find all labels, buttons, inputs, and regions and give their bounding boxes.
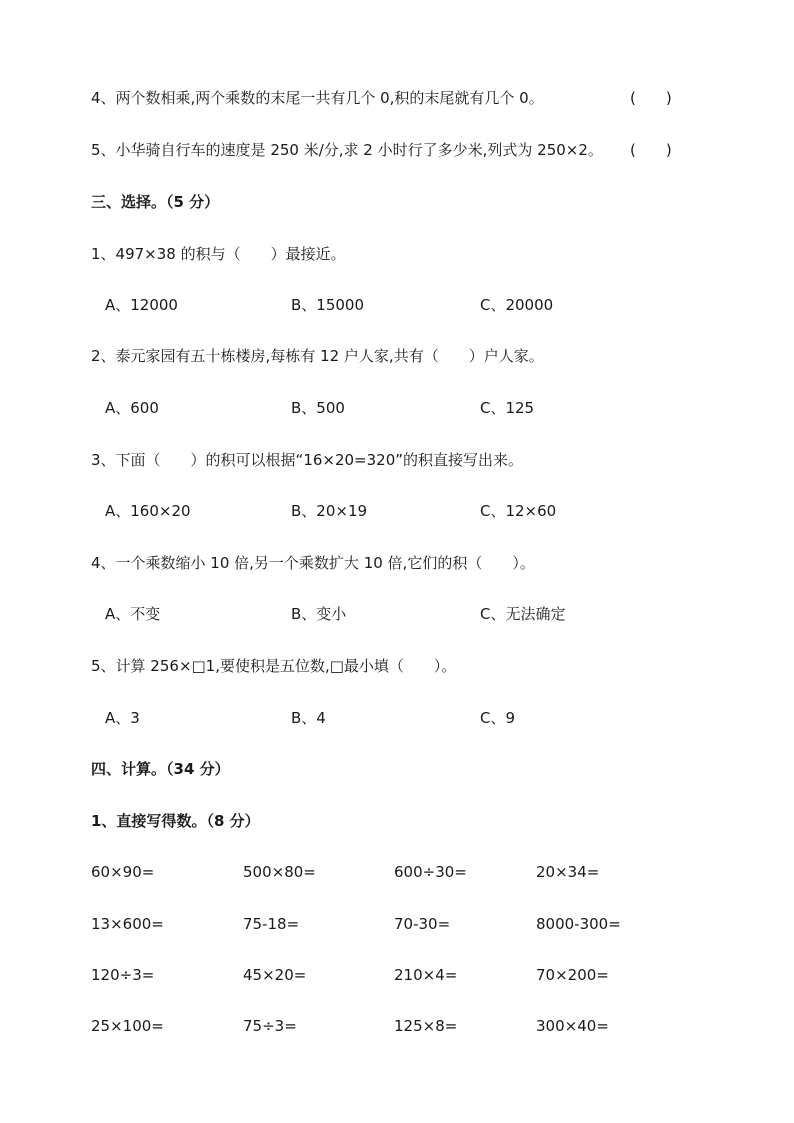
choice-question-3: 3、下面（ ）的积可以根据“16×20=320”的积直接写出来。 <box>91 451 524 469</box>
tf-item-4-blank[interactable]: ( ) <box>630 89 672 107</box>
calc-item[interactable]: 20×34= <box>536 863 600 881</box>
calc-item[interactable]: 75-18= <box>243 915 300 933</box>
calc-item[interactable]: 8000-300= <box>536 915 621 933</box>
choice-5-option-a[interactable]: A、3 <box>105 709 140 727</box>
calc-item[interactable]: 70×200= <box>536 966 609 984</box>
choice-question-5: 5、计算 256×□1,要使积是五位数,□最小填（ ）。 <box>91 657 457 675</box>
choice-question-1: 1、497×38 的积与（ ）最接近。 <box>91 245 346 263</box>
tf-item-4: 4、两个数相乘,两个乘数的末尾一共有几个 0,积的末尾就有几个 0。 <box>91 89 544 107</box>
section-3-title: 三、选择。（5 分） <box>91 193 220 211</box>
calc-item[interactable]: 25×100= <box>91 1017 164 1035</box>
choice-4-option-c[interactable]: C、无法确定 <box>480 605 566 623</box>
tf-item-5: 5、小华骑自行车的速度是 250 米/分,求 2 小时行了多少米,列式为 250×2。 <box>91 141 603 159</box>
section-4-sub1-title: 1、直接写得数。（8 分） <box>91 812 260 830</box>
calc-item[interactable]: 600÷30= <box>394 863 467 881</box>
choice-3-option-a[interactable]: A、160×20 <box>105 502 191 520</box>
choice-question-4: 4、一个乘数缩小 10 倍,另一个乘数扩大 10 倍,它们的积（ ）。 <box>91 554 535 572</box>
calc-item[interactable]: 45×20= <box>243 966 307 984</box>
calc-item[interactable]: 125×8= <box>394 1017 458 1035</box>
calc-item[interactable]: 300×40= <box>536 1017 609 1035</box>
calc-item[interactable]: 120÷3= <box>91 966 155 984</box>
choice-1-option-c[interactable]: C、20000 <box>480 296 554 314</box>
choice-1-option-a[interactable]: A、12000 <box>105 296 178 314</box>
calc-item[interactable]: 70-30= <box>394 915 451 933</box>
choice-2-option-c[interactable]: C、125 <box>480 399 535 417</box>
choice-2-option-a[interactable]: A、600 <box>105 399 159 417</box>
calc-item[interactable]: 500×80= <box>243 863 316 881</box>
calc-item[interactable]: 75÷3= <box>243 1017 297 1035</box>
choice-4-option-a[interactable]: A、不变 <box>105 605 161 623</box>
choice-5-option-c[interactable]: C、9 <box>480 709 516 727</box>
calc-item[interactable]: 60×90= <box>91 863 155 881</box>
calc-item[interactable]: 210×4= <box>394 966 458 984</box>
choice-question-2: 2、泰元家园有五十栋楼房,每栋有 12 户人家,共有（ ）户人家。 <box>91 347 544 365</box>
calc-item[interactable]: 13×600= <box>91 915 164 933</box>
choice-2-option-b[interactable]: B、500 <box>291 399 345 417</box>
tf-item-5-blank[interactable]: ( ) <box>630 141 672 159</box>
section-4-title: 四、计算。（34 分） <box>91 760 230 778</box>
choice-3-option-b[interactable]: B、20×19 <box>291 502 368 520</box>
choice-4-option-b[interactable]: B、变小 <box>291 605 347 623</box>
choice-5-option-b[interactable]: B、4 <box>291 709 326 727</box>
choice-1-option-b[interactable]: B、15000 <box>291 296 365 314</box>
choice-3-option-c[interactable]: C、12×60 <box>480 502 557 520</box>
